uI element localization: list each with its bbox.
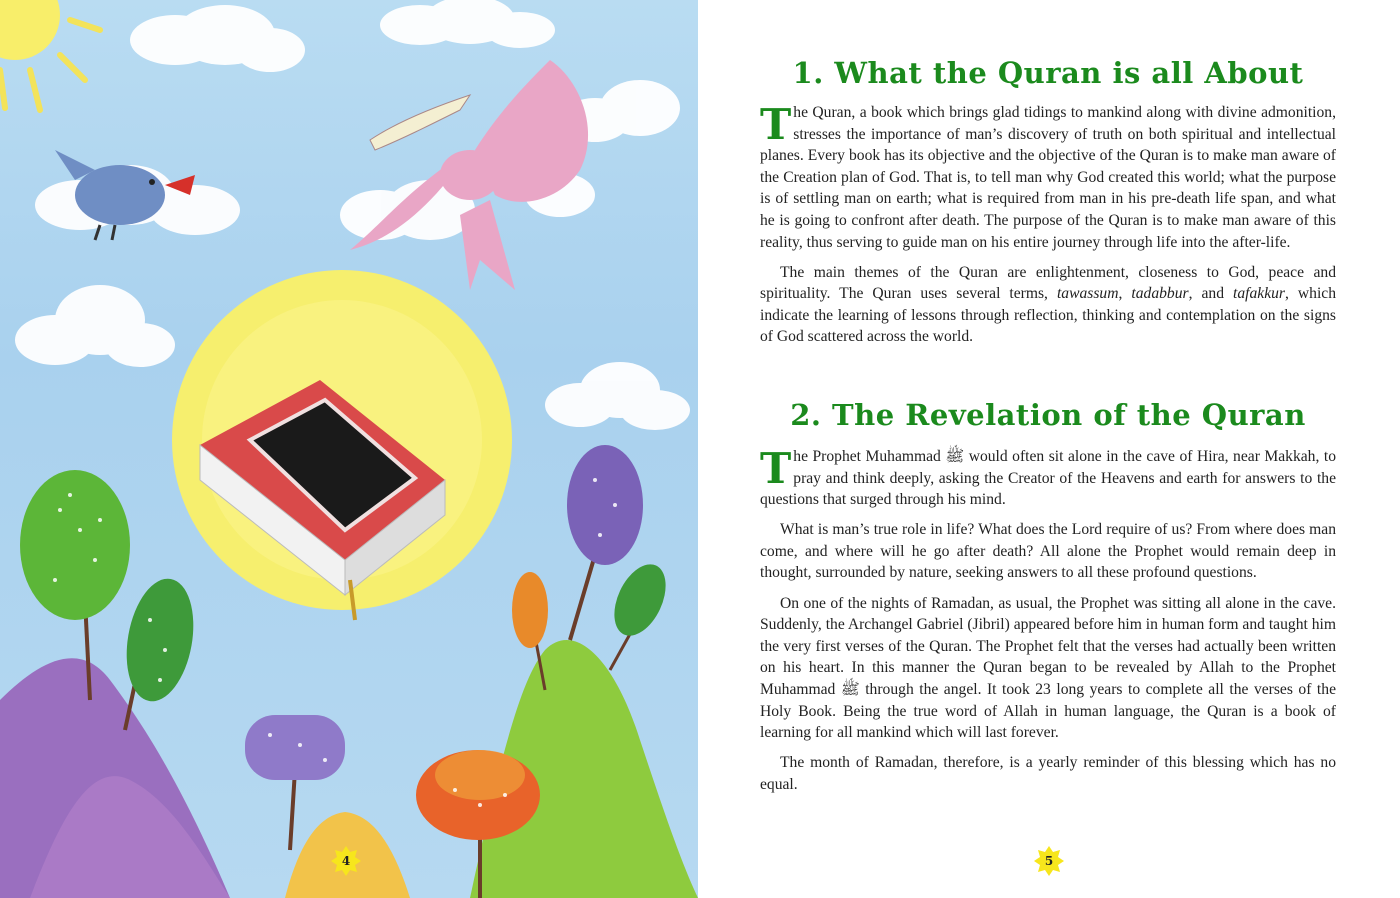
paragraph-text: he Quran, a book which brings glad tidings to mankind along with divine admonition, stresses the importance of man’s discovery of truth on both spiritual and intellectual planes. Every book has its objective and the objective of the Quran is to make man aware of the Creation plan of God. That is, to tell man why God created this world; what the purpose is of settling man on earth; what is required from man in his pre-death life span, and what he is going to confront after death. The purpose of the Quran is to make man aware of this reality, thus serving to guide man on his entire journey through life into the after-life. (760, 104, 1336, 251)
cloud-icon (545, 362, 690, 430)
paragraph-text: The main themes of the Quran are enlightenment, closeness to God, peace and spirituality. The Quran uses several terms, (760, 263, 1336, 303)
section-heading-2: 2. The Revelation of the Quran (790, 398, 1306, 432)
page-number-badge (1034, 846, 1064, 876)
paragraph (760, 446, 1336, 511)
paragraph (760, 102, 1336, 253)
italic-term: tafakkur (1233, 285, 1285, 303)
page-number: 5 (1044, 854, 1054, 868)
page-number: 4 (341, 854, 351, 868)
dark-green-tree-icon (118, 573, 203, 730)
orange-tree-small-icon (512, 572, 548, 690)
cloud-icon (15, 285, 175, 367)
paragraph (760, 262, 1336, 348)
sun-icon (0, 0, 100, 110)
green-tree-small-icon (604, 556, 676, 670)
pink-bird-icon (350, 60, 588, 290)
paragraph: What is man’s true role in life? What does the Lord require of us? From where does man come, and where will he go after death? All alone the Prophet would remain deep in thought, surrounded by nature, seeking answers to all these profound questions. (760, 521, 1336, 582)
italic-term: tadabbur (1131, 285, 1189, 303)
drop-cap: T (760, 444, 792, 493)
watercolor-illustration (0, 0, 698, 898)
paragraph-text: he Prophet Muhammad ﷺ would often sit alone in the cave of Hira, near Makkah, to pray and think deeply, asking the Creator of the Heavens and earth for answers to the questions that surged through his mind. (760, 448, 1337, 509)
separator: , and (1188, 285, 1234, 303)
paragraph-text: , which indicate the learning of lessons through reflection, thinking and contemplation on the signs of God scattered across the world. (760, 285, 1337, 346)
cloud-icon (380, 0, 555, 48)
cloud-icon (130, 5, 305, 72)
separator: , (1118, 285, 1132, 303)
page-number-badge (331, 846, 361, 876)
italic-term: tawassum (1056, 285, 1119, 303)
paragraph: The month of Ramadan, therefore, is a yearly reminder of this blessing which has no equal. (760, 754, 1336, 793)
section-heading-1: 1. What the Quran is all About (792, 56, 1304, 90)
text-page (698, 0, 1400, 898)
section-body-1 (760, 102, 1336, 348)
paragraph: On one of the nights of Ramadan, as usual, the Prophet was sitting all alone in the cave. Suddenly, the Archangel Gabriel (Jibril) appeared before him in human form and taught him the very first verses of the Quran. The Prophet felt that the verses had actually been written on his heart. In this manner the Quran began to be revealed by Allah to the Prophet Muhammad ﷺ through the angel. It took 23 long years to complete all the verses of the Holy Book. Being the true word of Allah in human language, the Quran is a book of learning for all mankind which will last forever. (760, 594, 1336, 742)
illustration-page (0, 0, 698, 898)
section-body-2 (760, 446, 1336, 795)
drop-cap: T (760, 100, 792, 149)
